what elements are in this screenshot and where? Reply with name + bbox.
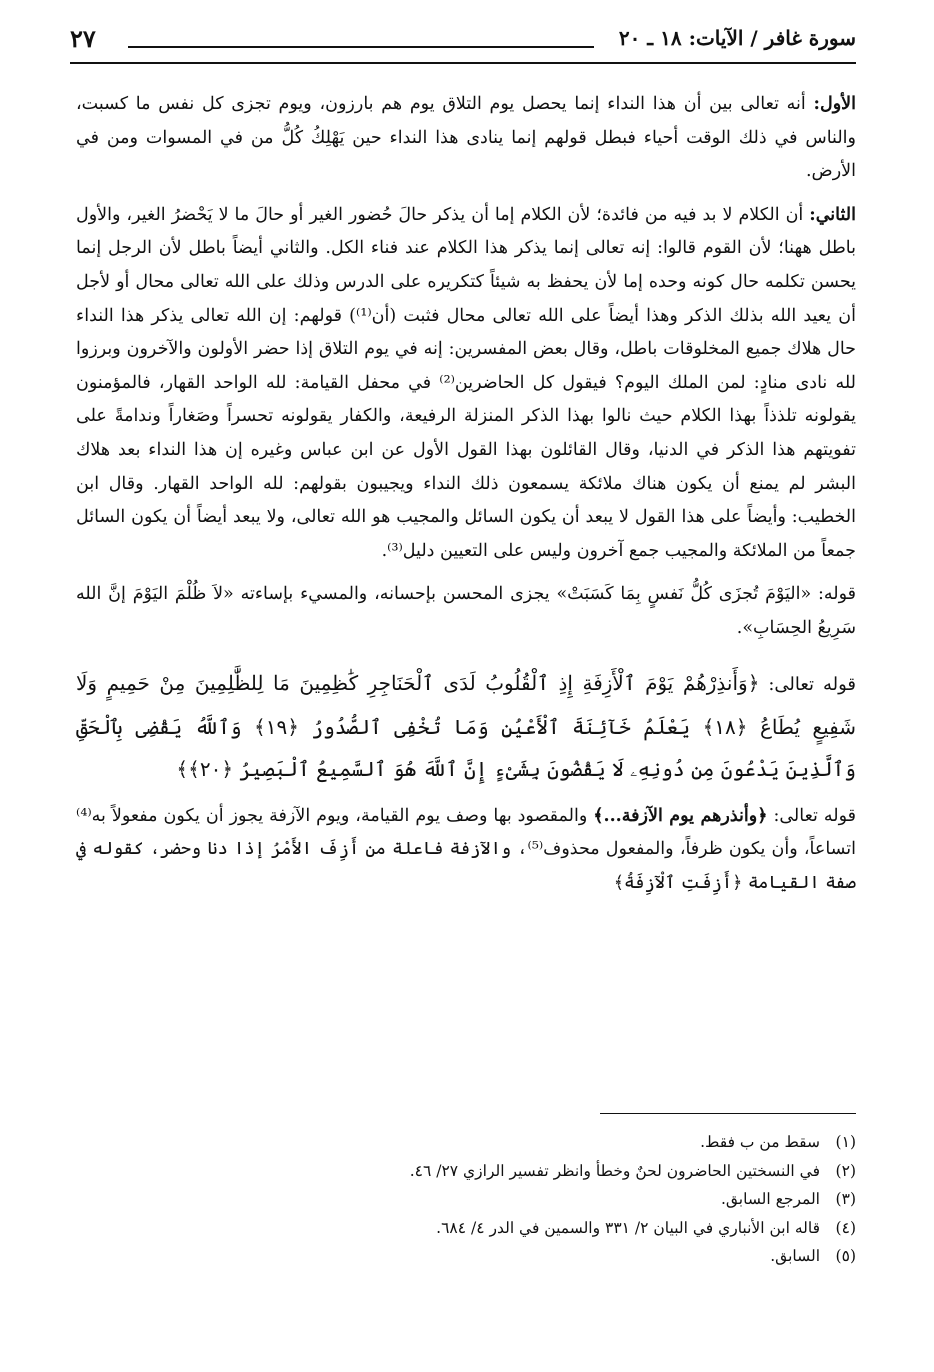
footnote-number: (٥) [835,1247,856,1266]
commentary-paragraph [76,800,856,901]
paragraph-third [76,578,856,645]
footnote [76,1157,856,1186]
commentary-quote: ﴿وأنذرهم يوم الآزفة...﴾ [593,805,768,826]
paragraph-text: أن الكلام لا بد فيه من فائدة؛ لأن الكلام إما أن يذكر حالَ حُضور الغير أو حالَ ما لا يَحْضرُ الغير، والأول باطل ههنا؛ لأن القوم قالوا: إنه تعالى إنما يذكر هذا الكلام عند فناء الكل. والثاني أيضاً باطل لأن الرجل إنما يحسن تكلمه حال كونه وحده إما لأن يحفظ به شيئاً كتكريره على الدرس وذلك على الله تعالى محال أو لأجل أن يعيد الله بذلك الذكر وهذا أيضاً على الله تعالى محال فثبت (أن⁽¹⁾) قولهم: إن الله تعالى يذكر هذا النداء حال هلاك جميع المخلوقات باطل، وقال بعض المفسرين: إنه في يوم التلاق إذا حضر الأولون والآخرون وبرزوا لله نادى منادٍ: لمن الملك اليوم؟ فيقول كل الحاضرين⁽²⁾ في محفل القيامة: لله الواحد القهار، فالمؤمنون يقولونه تلذذاً بهذا الكلام حيث نالوا بهذا الذكر المنزلة الرفيعة، والكفار يقولونه تحسراً وصَغاراً وندامةً على تفويتهم هذا الذكر في الدنيا، وقال القائلون بهذا القول الأول عن ابن عباس وغيره إن هذا النداء بعد هلاك البشر لم يمنع أن يكون هناك ملائكة يسمعون ذلك النداء ويجيبون بقولهم: لله الواحد القهار. وقال ابن الخطيب: وأيضاً على هذا القول لا يبعد أن يكون السائل والمجيب هو الله تعالى، ولا يبعد أيضاً أن يكون السائل جمعاً من الملائكة والمجيب جمع آخرون وليس على التعيين دليل⁽³⁾. [76,204,856,561]
footnote [76,1214,856,1243]
footnote-number: (٤) [835,1218,856,1237]
running-title: سورة غافر / الآيات: ١٨ ـ ٢٠ [618,26,856,50]
paragraph-text: أنه تعالى بين أن هذا النداء إنما يحصل يوم التلاق يوم هم بارزون، ويوم تجزى كل نفس ما كسبت، والناس في ذلك الوقت أحياء فبطل قولهم إنما ينادى هذا النداء حين يَهْلِكُ كُلُّ من في المسوات ومن في الأرض. [76,94,856,182]
paragraph-text: قوله: «اليَوْمَ تُجزَى كُلُّ نَفسٍ بِمَا كَسَبَتْ» يجزى المحسن بإحسانه، والمسيء بإساءته «لاَ ظُلْمَ اليَوْمَ إنَّ الله سَرِيعُ الحِسَابِ». [76,584,856,638]
footnotes [76,1128,856,1271]
paragraph-second [76,199,856,569]
footnote-number: (٢) [835,1161,856,1180]
paragraph-first [76,88,856,189]
footnote [76,1185,856,1214]
footnote-text: سقط من ب فقط. [700,1133,820,1151]
verse-intro: قوله تعالى: [759,673,856,695]
footnote-text: المرجع السابق. [720,1190,820,1209]
footnote-text: في النسختين الحاضرون لحنٌ وخطأ وانظر تفسير الرازي ٢٧/ ٤٦. [409,1161,820,1180]
footnote-rule [600,1113,856,1114]
verse-text: ﴿وَأَنذِرْهُمْ يَوْمَ ٱلْأَزِفَةِ إِذِ ٱلْقُلُوبُ لَدَى ٱلْحَنَاجِرِ كَٰظِمِينَ مَا لِلظَّٰلِمِينَ مِنْ حَمِيمٍ وَلَا شَفِيعٍ يُطَاعُ ﴿١٨﴾ يَعْلَمُ خَآئِنَةَ ٱلْأَعْيُنِ وَمَا تُخْفِى ٱلصُّدُورُ ﴿١٩﴾ وَٱللَّهُ يَقْضِى بِٱلْحَقِّ وَٱلَّذِينَ يَدْعُونَ مِن دُونِهِۦ لَا يَقْضُونَ بِشَىْءٍ إِنَّ ٱللَّهَ هُوَ ٱلسَّمِيعُ ٱلْبَصِيرُ ﴿٢٠﴾﴾ [76,670,856,781]
commentary-text: والمقصود بها وصف يوم القيامة، ويوم الآزفة يجوز أن يكون مفعولاً به⁽⁴⁾ اتساعاً، وأن يكون ظرفاً، والمفعول محذوف⁽⁵⁾، والآزفة فاعلة من أَزِفَ الأَمْرُ إذا دنا وحضر، كقوله في صفة القيامة ﴿أَزِفَتِ ٱلْآزِفَةُ﴾ [76,805,857,893]
quran-verse [76,662,856,790]
footnote-text: قاله ابن الأنباري في البيان ٢/ ٣٣١ والسمين في الدر ٤/ ٦٨٤. [436,1218,820,1237]
page-number: ٢٧ [70,24,96,53]
page-header [70,24,856,58]
footnote-number: (٣) [835,1190,856,1209]
header-leader-line [128,46,594,48]
paragraph-label: الأول: [813,94,856,114]
paragraph-label: الثاني: [809,204,856,225]
header-rule [70,62,856,64]
footnote [76,1242,856,1271]
commentary-intro: قوله تعالى: [767,805,856,826]
footnote [76,1128,856,1157]
main-text [76,88,856,900]
footnote-number: (١) [835,1133,856,1151]
footnote-text: السابق. [770,1247,820,1266]
